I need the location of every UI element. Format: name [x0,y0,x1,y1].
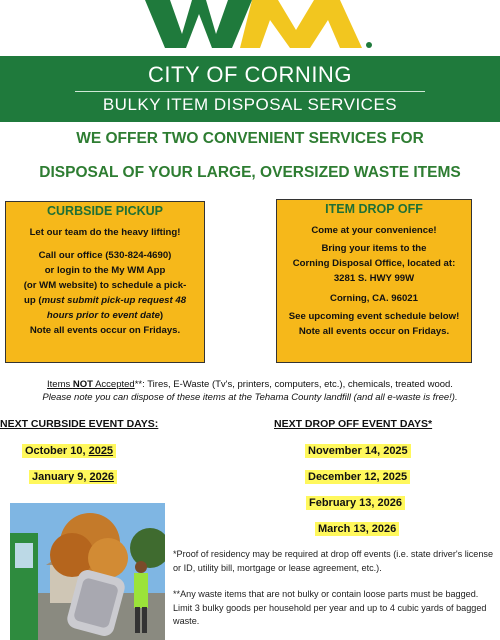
headline-line-2: DISPOSAL OF YOUR LARGE, OVERSIZED WASTE ITEMS [39,164,461,181]
collection-truck-photo [10,503,165,640]
curbside-date-1: October 10, 2025 [22,444,116,458]
headline-line-1: WE OFFER TWO CONVENIENT SERVICES FOR [76,130,424,147]
curbside-call-5: hours prior to event date) [46,310,164,321]
wm-logo [0,0,500,56]
curbside-call-2: or login to the My WM App [44,265,166,276]
not-accepted-line: Items NOT Accepted**: Tires, E-Waste (Tv's, printers, computers, etc.), chemicals, treated wood. [47,379,453,390]
curbside-call-3: (or WM website) to schedule a pick- [23,280,187,291]
curbside-events-heading: NEXT CURBSIDE EVENT DAYS: [0,418,159,430]
title-banner [0,56,500,122]
landfill-note: Please note you can dispose of these items at the Tehama County landfill (and all e-waste is free!). [42,392,458,403]
dropoff-address-2: Corning, CA. 96021 [330,293,418,304]
bagging-footnote: **Any waste items that are not bulky or contain loose parts must be bagged. Limit 3 bulky goods per household per year and up to 4 cubic yards of bagged waste. [173,589,487,626]
dropoff-line-2: Corning Disposal Office, located at: [292,258,456,269]
dropoff-schedule-2: Note all events occur on Fridays. [298,326,450,337]
curbside-date-2: January 9, 2026 [29,470,117,484]
dropoff-date-4: March 13, 2026 [315,522,399,536]
logo-text: WM [250,54,252,55]
curbside-intro: Let our team do the heavy lifting! [29,227,181,238]
dropoff-line-1: Bring your items to the [321,243,427,254]
dropoff-intro: Come at your convenience! [311,225,437,236]
curbside-title: CURBSIDE PICKUP [47,204,163,218]
banner-title: CITY OF CORNING [148,62,352,87]
residency-footnote: *Proof of residency may be required at drop off events (i.e. state driver's license or ID, utility bill, mortgage or lease agreement, etc.). [173,549,494,573]
banner-divider [75,91,425,92]
dropoff-title: ITEM DROP OFF [325,202,423,216]
curbside-call-4: up (must submit pick-up request 48 [23,295,187,306]
item-drop-off-box [276,199,472,363]
dropoff-date-3: February 13, 2026 [306,496,405,510]
not-accepted-notice [0,378,500,404]
dropoff-date-2: December 12, 2025 [305,470,410,484]
curbside-pickup-box [5,201,205,363]
not-accepted-label: Items NOT Accepted [47,379,135,390]
curbside-note: Note all events occur on Fridays. [29,325,181,336]
dropoff-address-1: 3281 S. HWY 99W [333,273,415,284]
dropoff-date-1: November 14, 2025 [305,444,411,458]
dropoff-schedule-1: See upcoming event schedule below! [288,311,460,322]
curbside-call-1: Call our office (530-824-4690) [38,250,172,261]
banner-subtitle: BULKY ITEM DISPOSAL SERVICES [102,95,398,114]
dropoff-events-heading: NEXT DROP OFF EVENT DAYS* [274,418,433,430]
